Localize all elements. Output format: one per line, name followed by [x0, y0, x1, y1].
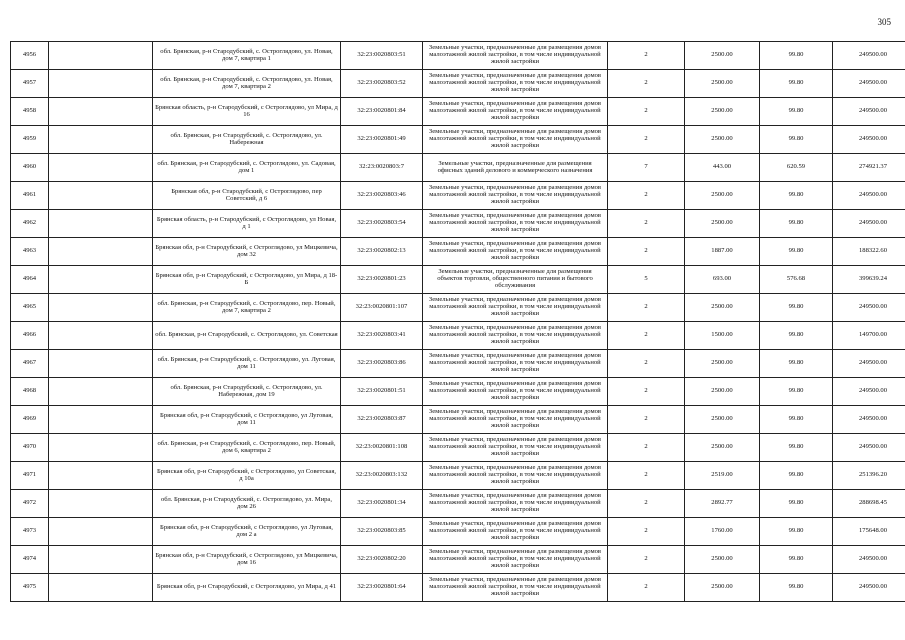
address-cell: обл. Брянская, р-н Стародубский, с. Остроглядово, пер. Новый, дом 7, квартира 2 [153, 294, 341, 322]
address-cell: обл. Брянская, р-н Стародубский, с. Остроглядово, ул. Набережная, дом 19 [153, 378, 341, 406]
specific-value-cell: 99.80 [760, 490, 833, 518]
area-cell: 1500.00 [685, 322, 760, 350]
table-row [11, 182, 905, 210]
specific-value-cell: 99.80 [760, 70, 833, 98]
address-cell: Брянская обл, р-н Стародубский, с Остроглядово, ул Мицкевича, дом 32 [153, 238, 341, 266]
use-group-cell: 2 [608, 462, 685, 490]
empty-cell [49, 546, 153, 574]
area-cell: 1887.00 [685, 238, 760, 266]
table-row [11, 210, 905, 238]
cadastral-number-cell: 32:23:0020803:87 [341, 406, 423, 434]
table-row [11, 518, 905, 546]
specific-value-cell: 99.80 [760, 350, 833, 378]
use-group-cell: 2 [608, 406, 685, 434]
table-row [11, 322, 905, 350]
cadastral-value-cell: 399639.24 [833, 266, 905, 294]
use-group-cell: 7 [608, 154, 685, 182]
cadastral-value-cell: 188322.60 [833, 238, 905, 266]
cadastral-number-cell: 32:23:0020803:51 [341, 42, 423, 70]
cadastral-number-cell: 32:23:0020803:86 [341, 350, 423, 378]
permitted-use-cell: Земельные участки, предназначенные для размещения домов малоэтажной жилой застройки, в том числе индивидуальной жилой застройки [423, 210, 608, 238]
cadastral-number-cell: 32:23:0020801:108 [341, 434, 423, 462]
row-number-cell: 4972 [11, 490, 49, 518]
row-number-cell: 4961 [11, 182, 49, 210]
empty-cell [49, 574, 153, 602]
address-cell: Брянская обл, р-н Стародубский, с Остроглядово, пер Советский, д 6 [153, 182, 341, 210]
area-cell: 2500.00 [685, 406, 760, 434]
address-cell: обл. Брянская, р-н Стародубский, с. Остроглядово, ул. Новая, дом 7, квартира 2 [153, 70, 341, 98]
address-cell: Брянская область, р-н Стародубский, с Остроглядово, ул Новая, д 1 [153, 210, 341, 238]
row-number-cell: 4957 [11, 70, 49, 98]
cadastral-value-cell: 251396.20 [833, 462, 905, 490]
row-number-cell: 4967 [11, 350, 49, 378]
empty-cell [49, 434, 153, 462]
permitted-use-cell: Земельные участки, предназначенные для размещения офисных зданий делового и коммерческого назначения [423, 154, 608, 182]
table-row [11, 98, 905, 126]
permitted-use-cell: Земельные участки, предназначенные для размещения домов малоэтажной жилой застройки, в том числе индивидуальной жилой застройки [423, 238, 608, 266]
empty-cell [49, 350, 153, 378]
specific-value-cell: 99.80 [760, 434, 833, 462]
cadastral-number-cell: 32:23:0020803:85 [341, 518, 423, 546]
specific-value-cell: 99.80 [760, 462, 833, 490]
row-number-cell: 4974 [11, 546, 49, 574]
address-cell: Брянская обл, р-н Стародубский, с Остроглядово, ул Мицкевича, дом 16 [153, 546, 341, 574]
cadastral-number-cell: 32:23:0020801:107 [341, 294, 423, 322]
empty-cell [49, 70, 153, 98]
specific-value-cell: 576.68 [760, 266, 833, 294]
row-number-cell: 4959 [11, 126, 49, 154]
specific-value-cell: 99.80 [760, 42, 833, 70]
use-group-cell: 2 [608, 70, 685, 98]
permitted-use-cell: Земельные участки, предназначенные для размещения домов малоэтажной жилой застройки, в том числе индивидуальной жилой застройки [423, 518, 608, 546]
use-group-cell: 2 [608, 518, 685, 546]
cadastral-value-cell: 249500.00 [833, 434, 905, 462]
permitted-use-cell: Земельные участки, предназначенные для размещения домов малоэтажной жилой застройки, в том числе индивидуальной жилой застройки [423, 294, 608, 322]
cadastral-value-cell: 274921.37 [833, 154, 905, 182]
specific-value-cell: 99.80 [760, 322, 833, 350]
area-cell: 2500.00 [685, 42, 760, 70]
specific-value-cell: 620.59 [760, 154, 833, 182]
address-cell: обл. Брянская, р-н Стародубский, с. Остроглядово, пер. Новый, дом 6, квартира 2 [153, 434, 341, 462]
permitted-use-cell: Земельные участки, предназначенные для размещения домов малоэтажной жилой застройки, в том числе индивидуальной жилой застройки [423, 434, 608, 462]
cadastral-value-cell: 288698.45 [833, 490, 905, 518]
use-group-cell: 2 [608, 490, 685, 518]
empty-cell [49, 378, 153, 406]
cadastral-number-cell: 32:23:0020802:13 [341, 238, 423, 266]
table-row [11, 434, 905, 462]
cadastral-number-cell: 32:23:0020802:20 [341, 546, 423, 574]
area-cell: 2500.00 [685, 378, 760, 406]
cadastral-number-cell: 32:23:0020803:7 [341, 154, 423, 182]
permitted-use-cell: Земельные участки, предназначенные для размещения домов малоэтажной жилой застройки, в том числе индивидуальной жилой застройки [423, 490, 608, 518]
address-cell: обл. Брянская, р-н Стародубский, с. Остроглядово, ул. Мира, дом 26 [153, 490, 341, 518]
table-row [11, 462, 905, 490]
address-cell: Брянская обл, р-н Стародубский, с Остроглядово, ул Мира, д 41 [153, 574, 341, 602]
row-number-cell: 4963 [11, 238, 49, 266]
cadastral-value-cell: 249500.00 [833, 70, 905, 98]
permitted-use-cell: Земельные участки, предназначенные для размещения домов малоэтажной жилой застройки, в том числе индивидуальной жилой застройки [423, 378, 608, 406]
table-row [11, 574, 905, 602]
table-row [11, 126, 905, 154]
cadastral-number-cell: 32:23:0020801:64 [341, 574, 423, 602]
empty-cell [49, 294, 153, 322]
specific-value-cell: 99.80 [760, 210, 833, 238]
empty-cell [49, 490, 153, 518]
row-number-cell: 4956 [11, 42, 49, 70]
empty-cell [49, 406, 153, 434]
table-row [11, 378, 905, 406]
cadastral-number-cell: 32:23:0020801:84 [341, 98, 423, 126]
permitted-use-cell: Земельные участки, предназначенные для размещения домов малоэтажной жилой застройки, в том числе индивидуальной жилой застройки [423, 182, 608, 210]
empty-cell [49, 126, 153, 154]
permitted-use-cell: Земельные участки, предназначенные для размещения домов малоэтажной жилой застройки, в том числе индивидуальной жилой застройки [423, 546, 608, 574]
table-row [11, 350, 905, 378]
use-group-cell: 2 [608, 378, 685, 406]
use-group-cell: 2 [608, 294, 685, 322]
use-group-cell: 2 [608, 434, 685, 462]
empty-cell [49, 518, 153, 546]
row-number-cell: 4975 [11, 574, 49, 602]
address-cell: Брянская область, р-н Стародубский, с Остроглядово, ул Мира, д 16 [153, 98, 341, 126]
address-cell: Брянская обл, р-н Стародубский, с Остроглядово, ул Луговая, дом 11 [153, 406, 341, 434]
area-cell: 2500.00 [685, 210, 760, 238]
specific-value-cell: 99.80 [760, 98, 833, 126]
empty-cell [49, 182, 153, 210]
cadastral-value-cell: 175648.00 [833, 518, 905, 546]
specific-value-cell: 99.80 [760, 546, 833, 574]
table-row [11, 266, 905, 294]
area-cell: 2519.00 [685, 462, 760, 490]
area-cell: 2500.00 [685, 574, 760, 602]
cadastral-value-cell: 249500.00 [833, 406, 905, 434]
empty-cell [49, 238, 153, 266]
use-group-cell: 2 [608, 546, 685, 574]
specific-value-cell: 99.80 [760, 182, 833, 210]
empty-cell [49, 98, 153, 126]
row-number-cell: 4962 [11, 210, 49, 238]
area-cell: 1760.00 [685, 518, 760, 546]
table-row [11, 406, 905, 434]
address-cell: обл. Брянская, р-н Стародубский, с. Остроглядово, ул. Садовая, дом 1 [153, 154, 341, 182]
permitted-use-cell: Земельные участки, предназначенные для размещения домов малоэтажной жилой застройки, в том числе индивидуальной жилой застройки [423, 126, 608, 154]
empty-cell [49, 266, 153, 294]
area-cell: 2500.00 [685, 434, 760, 462]
table-row [11, 294, 905, 322]
table-row [11, 42, 905, 70]
permitted-use-cell: Земельные участки, предназначенные для размещения объектов торговли, общественного питания и бытового обслуживания [423, 266, 608, 294]
row-number-cell: 4973 [11, 518, 49, 546]
specific-value-cell: 99.80 [760, 238, 833, 266]
specific-value-cell: 99.80 [760, 574, 833, 602]
use-group-cell: 2 [608, 42, 685, 70]
use-group-cell: 2 [608, 322, 685, 350]
permitted-use-cell: Земельные участки, предназначенные для размещения домов малоэтажной жилой застройки, в том числе индивидуальной жилой застройки [423, 350, 608, 378]
permitted-use-cell: Земельные участки, предназначенные для размещения домов малоэтажной жилой застройки, в том числе индивидуальной жилой застройки [423, 98, 608, 126]
permitted-use-cell: Земельные участки, предназначенные для размещения домов малоэтажной жилой застройки, в том числе индивидуальной жилой застройки [423, 322, 608, 350]
address-cell: обл. Брянская, р-н Стародубский, с. Остроглядово, ул. Луговая, дом 11 [153, 350, 341, 378]
cadastral-value-cell: 249500.00 [833, 546, 905, 574]
table-row [11, 154, 905, 182]
use-group-cell: 2 [608, 574, 685, 602]
row-number-cell: 4964 [11, 266, 49, 294]
row-number-cell: 4971 [11, 462, 49, 490]
cadastral-number-cell: 32:23:0020803:132 [341, 462, 423, 490]
row-number-cell: 4958 [11, 98, 49, 126]
use-group-cell: 2 [608, 210, 685, 238]
area-cell: 2500.00 [685, 546, 760, 574]
cadastral-number-cell: 32:23:0020803:41 [341, 322, 423, 350]
permitted-use-cell: Земельные участки, предназначенные для размещения домов малоэтажной жилой застройки, в том числе индивидуальной жилой застройки [423, 42, 608, 70]
cadastral-number-cell: 32:23:0020801:49 [341, 126, 423, 154]
table-row [11, 490, 905, 518]
specific-value-cell: 99.80 [760, 406, 833, 434]
specific-value-cell: 99.80 [760, 126, 833, 154]
cadastral-number-cell: 32:23:0020801:23 [341, 266, 423, 294]
cadastral-value-cell: 249500.00 [833, 126, 905, 154]
area-cell: 2500.00 [685, 126, 760, 154]
permitted-use-cell: Земельные участки, предназначенные для размещения домов малоэтажной жилой застройки, в том числе индивидуальной жилой застройки [423, 462, 608, 490]
cadastral-value-cell: 249500.00 [833, 574, 905, 602]
table-row [11, 238, 905, 266]
area-cell: 2892.77 [685, 490, 760, 518]
area-cell: 2500.00 [685, 70, 760, 98]
use-group-cell: 2 [608, 98, 685, 126]
row-number-cell: 4968 [11, 378, 49, 406]
address-cell: Брянская обл, р-н Стародубский, с Остроглядово, ул Луговая, дом 2 а [153, 518, 341, 546]
address-cell: обл. Брянская, р-н Стародубский, с. Остроглядово, ул. Набережная [153, 126, 341, 154]
cadastral-value-cell: 249500.00 [833, 182, 905, 210]
cadastral-number-cell: 32:23:0020801:34 [341, 490, 423, 518]
empty-cell [49, 42, 153, 70]
specific-value-cell: 99.80 [760, 294, 833, 322]
use-group-cell: 2 [608, 350, 685, 378]
empty-cell [49, 322, 153, 350]
land-registry-table [10, 41, 905, 602]
address-cell: Брянская обл, р-н Стародубский, с Остроглядово, ул Мира, д 18-Б [153, 266, 341, 294]
permitted-use-cell: Земельные участки, предназначенные для размещения домов малоэтажной жилой застройки, в том числе индивидуальной жилой застройки [423, 574, 608, 602]
use-group-cell: 5 [608, 266, 685, 294]
cadastral-value-cell: 249500.00 [833, 98, 905, 126]
cadastral-value-cell: 249500.00 [833, 350, 905, 378]
permitted-use-cell: Земельные участки, предназначенные для размещения домов малоэтажной жилой застройки, в том числе индивидуальной жилой застройки [423, 406, 608, 434]
empty-cell [49, 154, 153, 182]
specific-value-cell: 99.80 [760, 518, 833, 546]
empty-cell [49, 210, 153, 238]
cadastral-value-cell: 249500.00 [833, 42, 905, 70]
row-number-cell: 4960 [11, 154, 49, 182]
cadastral-number-cell: 32:23:0020803:54 [341, 210, 423, 238]
cadastral-number-cell: 32:23:0020803:46 [341, 182, 423, 210]
cadastral-number-cell: 32:23:0020801:51 [341, 378, 423, 406]
row-number-cell: 4965 [11, 294, 49, 322]
row-number-cell: 4970 [11, 434, 49, 462]
cadastral-value-cell: 249500.00 [833, 378, 905, 406]
page-number: 305 [877, 17, 891, 27]
area-cell: 443.00 [685, 154, 760, 182]
area-cell: 2500.00 [685, 350, 760, 378]
table-row [11, 70, 905, 98]
area-cell: 2500.00 [685, 294, 760, 322]
address-cell: обл. Брянская, р-н Стародубский, с. Остроглядово, ул. Советская [153, 322, 341, 350]
cadastral-value-cell: 149700.00 [833, 322, 905, 350]
empty-cell [49, 462, 153, 490]
row-number-cell: 4969 [11, 406, 49, 434]
cadastral-number-cell: 32:23:0020803:52 [341, 70, 423, 98]
cadastral-value-cell: 249500.00 [833, 294, 905, 322]
use-group-cell: 2 [608, 182, 685, 210]
row-number-cell: 4966 [11, 322, 49, 350]
table-row [11, 546, 905, 574]
address-cell: обл. Брянская, р-н Стародубский, с. Остроглядово, ул. Новая, дом 7, квартира 1 [153, 42, 341, 70]
cadastral-value-cell: 249500.00 [833, 210, 905, 238]
permitted-use-cell: Земельные участки, предназначенные для размещения домов малоэтажной жилой застройки, в том числе индивидуальной жилой застройки [423, 70, 608, 98]
area-cell: 693.00 [685, 266, 760, 294]
address-cell: Брянская обл, р-н Стародубский, с Остроглядово, ул Советская, д 10а [153, 462, 341, 490]
use-group-cell: 2 [608, 238, 685, 266]
use-group-cell: 2 [608, 126, 685, 154]
area-cell: 2500.00 [685, 98, 760, 126]
area-cell: 2500.00 [685, 182, 760, 210]
registry-table-body [11, 42, 905, 602]
specific-value-cell: 99.80 [760, 378, 833, 406]
